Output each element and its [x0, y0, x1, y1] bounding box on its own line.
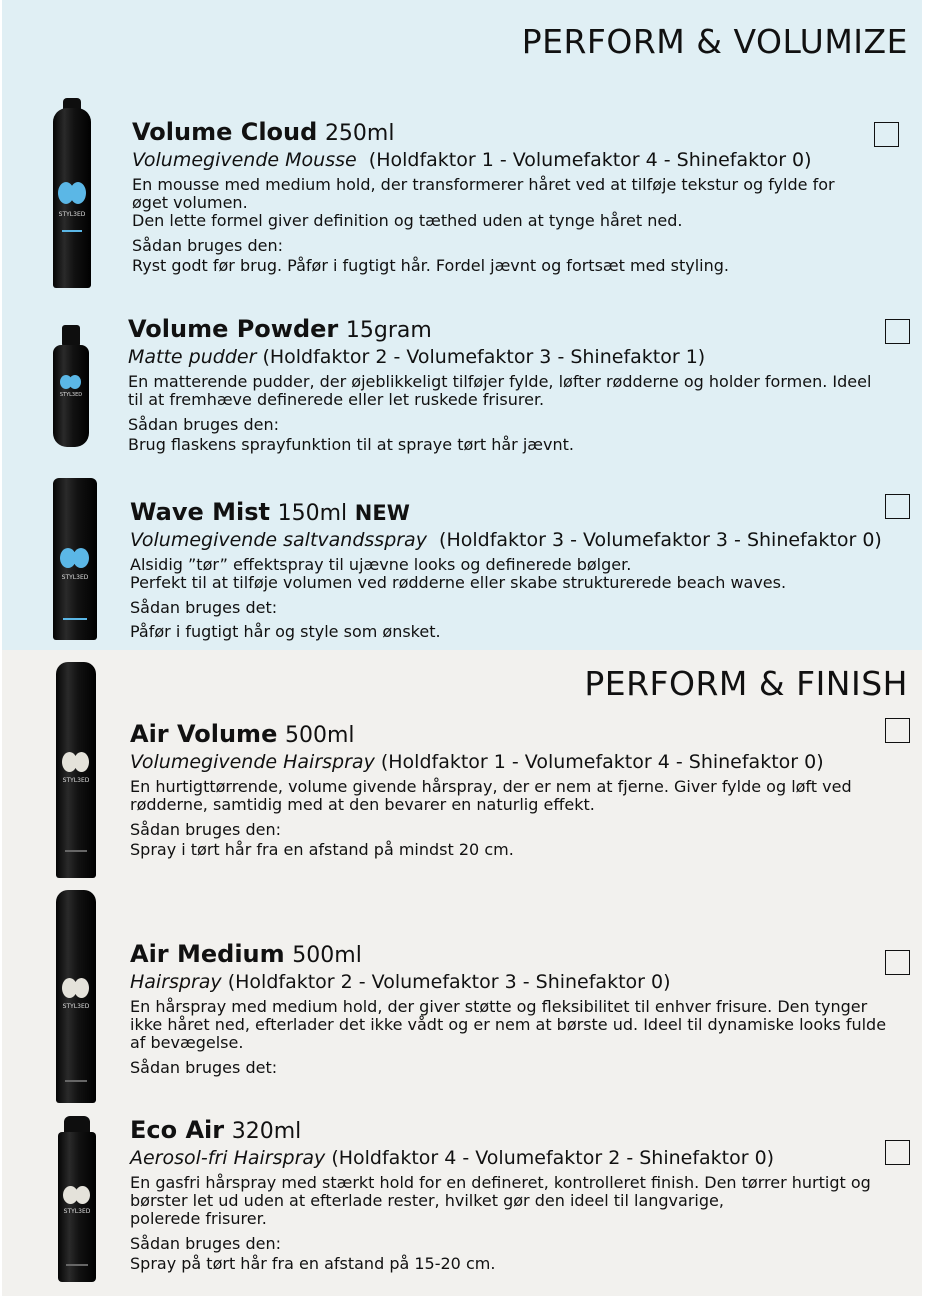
section-title: PERFORM & VOLUMIZE	[521, 22, 908, 61]
product-size: 320ml	[231, 1119, 302, 1144]
product-size: 250ml	[324, 121, 395, 146]
product-type: Aerosol-fri Hairspray	[130, 1147, 326, 1169]
product-volume-cloud	[2, 98, 922, 293]
powder-bottle-image: STYL3ED	[53, 325, 89, 447]
product-air-volume	[2, 662, 922, 882]
product-factors: (Holdfaktor 1 - Volumefaktor 4 - Shinefaktor 0)	[380, 751, 824, 773]
pump-spray-bottle-image: STYL3ED	[58, 1116, 96, 1282]
product-usage: Sådan bruges det:	[130, 1058, 278, 1077]
product-name: Volume Powder	[128, 315, 339, 343]
product-description: En hurtigttørrende, volume givende hårspray, der er nem at fjerne. Giver fylde og løft ved rødderne, samtidig med at den bevarer en naturlig effekt.	[130, 777, 852, 814]
product-air-medium	[2, 890, 922, 1105]
product-name: Eco Air	[130, 1116, 225, 1144]
product-eco-air	[2, 1116, 922, 1291]
product-volume-powder	[2, 315, 922, 465]
select-checkbox-volume-cloud[interactable]	[874, 122, 899, 147]
product-name: Air Volume	[130, 720, 278, 748]
product-factors: (Holdfaktor 3 - Volumefaktor 3 - Shinefaktor 0)	[439, 529, 882, 551]
product-type: Volumegivende saltvandsspray	[130, 529, 427, 551]
select-checkbox-eco-air[interactable]	[885, 1140, 910, 1165]
product-type: Hairspray	[130, 971, 222, 993]
product-factors: (Holdfaktor 2 - Volumefaktor 3 - Shinefaktor 0)	[227, 971, 671, 993]
product-description: En gasfri hårspray med stærkt hold for en defineret, kontrolleret finish. Den tørrer hurtigt og børster let ud uden at efterlade rester, hvilket gør den ideel til langvarige, polerede frisurer.	[130, 1173, 871, 1228]
product-type: Volumegivende Hairspray	[130, 751, 375, 773]
product-usage: Sådan bruges den: Ryst godt før brug. Påfør i fugtigt hår. Fordel jævnt og fortsæt med styling.	[132, 236, 730, 275]
select-checkbox-air-medium[interactable]	[885, 950, 910, 975]
section-perform-finish	[2, 650, 922, 1296]
product-usage: Sådan bruges den: Brug flaskens sprayfunktion til at spraye tørt hår jævnt.	[128, 415, 574, 454]
product-usage: Sådan bruges den: Spray i tørt hår fra en afstand på mindst 20 cm.	[130, 820, 514, 859]
product-type: Matte pudder	[128, 346, 257, 368]
product-factors: (Holdfaktor 1 - Volumefaktor 4 - Shinefaktor 0)	[368, 149, 812, 171]
product-size: 15gram	[345, 318, 432, 343]
hairspray-can-image: STYL3ED	[56, 662, 96, 878]
product-size: 500ml	[284, 723, 355, 748]
section-title: PERFORM & FINISH	[584, 664, 908, 703]
product-type: Volumegivende Mousse	[132, 149, 357, 171]
mousse-bottle-image: STYL3ED	[53, 98, 91, 288]
select-checkbox-volume-powder[interactable]	[885, 319, 910, 344]
product-size: 500ml	[292, 943, 362, 968]
mist-bottle-image: STYL3ED	[53, 478, 97, 640]
product-description: En hårspray med medium hold, der giver støtte og fleksibilitet til enhver frisure. Den tynger ikke håret ned, efterlader det ikke vådt og er nem at børste ud. Ideel til dynamiske looks fulde af bevægelse.	[130, 997, 887, 1052]
product-description: En mousse med medium hold, der transformerer håret ved at tilføje tekstur og fylde for øget volumen. Den lette formel giver definition og tæthed uden at tynge håret ned.	[132, 175, 835, 230]
product-name: Volume Cloud	[132, 118, 318, 146]
product-name: Air Medium	[130, 940, 285, 968]
product-usage: Sådan bruges den: Spray på tørt hår fra en afstand på 15-20 cm.	[130, 1234, 496, 1273]
product-description: Alsidig ”tør” effektspray til ujævne looks og definerede bølger. Perfekt til at tilføje volumen ved rødderne eller skabe strukturerede beach waves.	[130, 555, 787, 592]
section-perform-volumize	[2, 0, 922, 650]
product-factors: (Holdfaktor 2 - Volumefaktor 3 - Shinefaktor 1)	[262, 346, 706, 368]
product-usage: Sådan bruges det: Påfør i fugtigt hår og style som ønsket.	[130, 598, 441, 641]
new-badge: NEW	[354, 501, 410, 525]
product-factors: (Holdfaktor 4 - Volumefaktor 2 - Shinefaktor 0)	[331, 1147, 775, 1169]
hairspray-can-image: STYL3ED	[56, 890, 96, 1103]
select-checkbox-wave-mist[interactable]	[885, 494, 910, 519]
product-description: En matterende pudder, der øjeblikkeligt tilføjer fylde, løfter rødderne og holder formen. Ideel til at fremhæve definerede eller let ruskede frisurer.	[128, 372, 872, 409]
select-checkbox-air-volume[interactable]	[885, 718, 910, 743]
product-name: Wave Mist	[130, 498, 270, 526]
product-wave-mist	[2, 478, 922, 648]
product-size: 150ml	[277, 501, 348, 526]
